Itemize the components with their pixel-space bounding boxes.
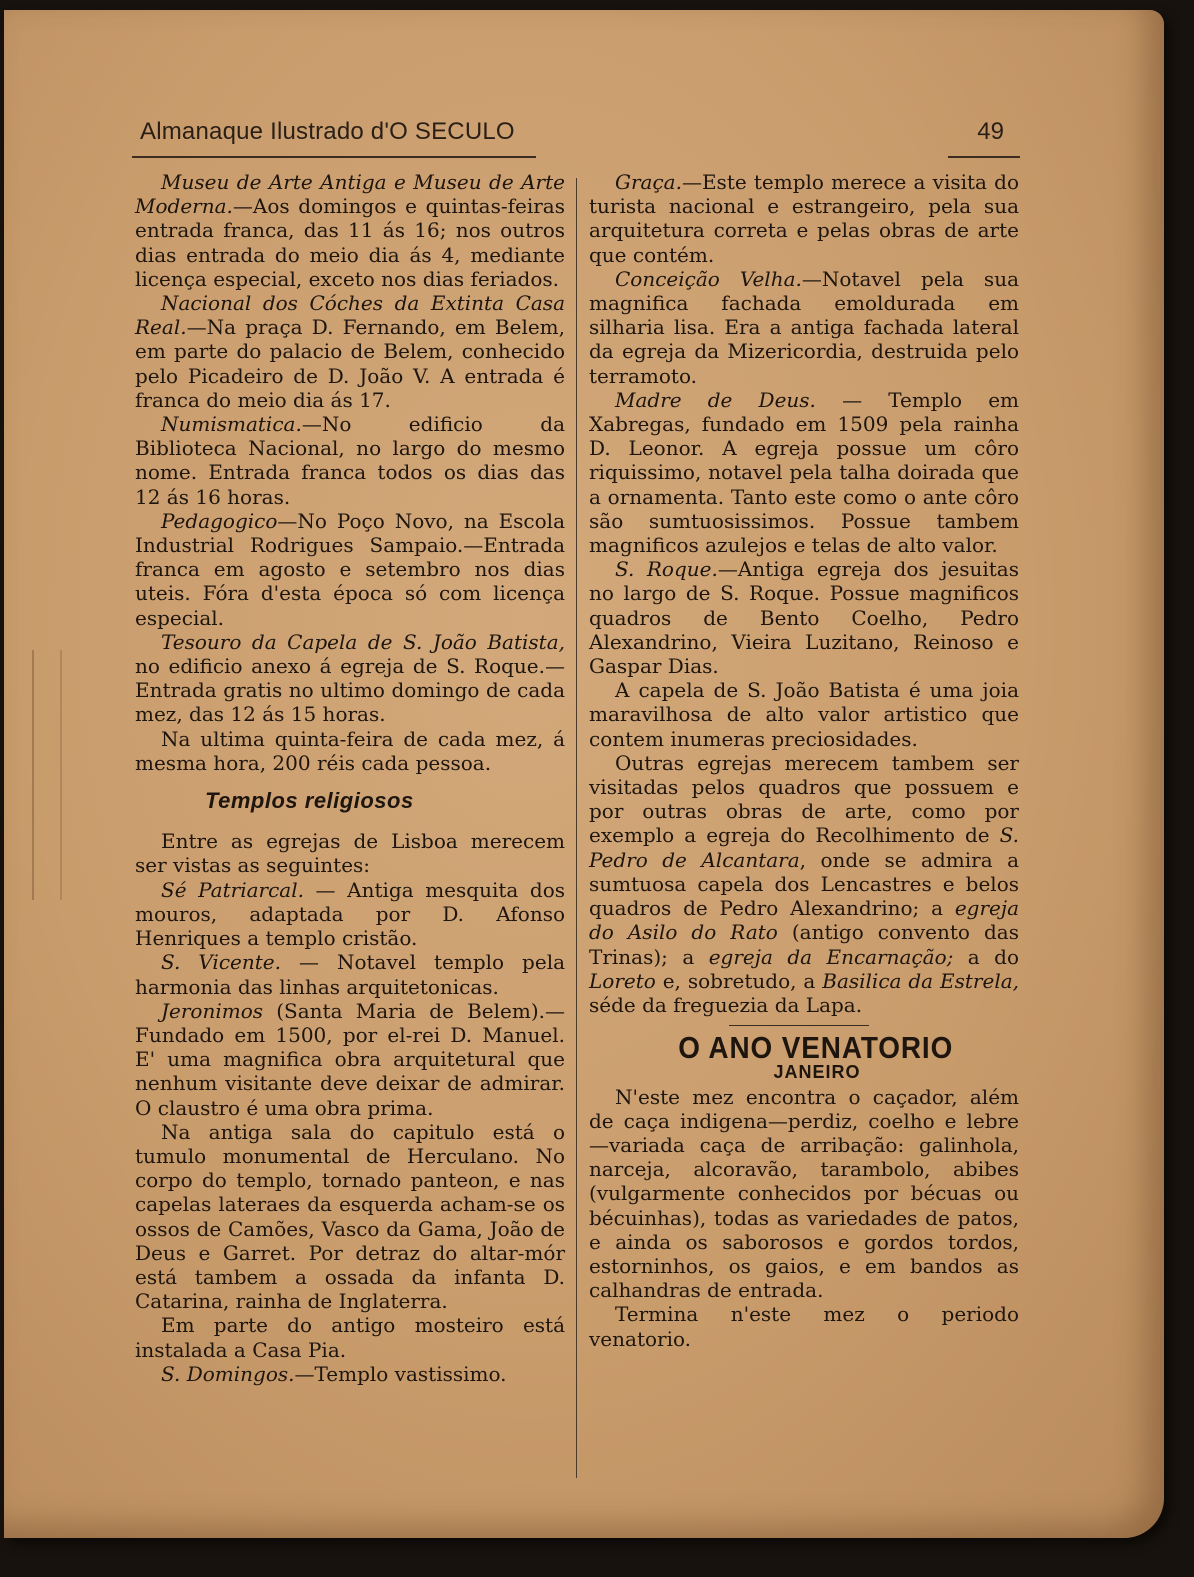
entry-title: Madre de Deus. <box>615 387 816 412</box>
paragraph-text: Outras egrejas merecem tambem ser visitadas pelos quadros que possuem e por outras obras de arte, como por exemplo a egreja do Recolhimento de <box>589 750 1019 848</box>
church-name: egreja da Encarnação; <box>708 944 954 969</box>
entry-text: —Notavel pela sua magnifica fachada emoldurada em silharia lisa. Era a antiga fachada lateral da egreja da Mizericordia, destruida pelo terramoto. <box>589 266 1020 388</box>
header-rule-right <box>948 156 1020 158</box>
page-number: 49 <box>977 118 1004 145</box>
church-name: Basilica da Estrela, <box>822 968 1020 993</box>
entry-text: no edificio anexo á egreja de S. Roque.—Entrada gratis no ultimo domingo de cada mez, das 12 ás 15 horas. <box>135 654 565 727</box>
entry-title: Conceição Velha. <box>615 266 802 291</box>
entry-title: S. Roque. <box>615 557 718 582</box>
column-divider <box>576 178 577 1478</box>
paragraph-text: (antigo convento das Trinas); a <box>589 920 1019 969</box>
entry-text: A capela de S. João Batista é uma joia maravilhosa de alto valor artistico que contem inumeras preciosidades. <box>589 678 1019 751</box>
entry-title: Nacional dos Cóches da Extinta Casa Real. <box>135 291 565 340</box>
binding-marks <box>32 650 62 900</box>
page-header <box>132 118 1020 156</box>
entry <box>135 170 565 291</box>
section-rule <box>729 1025 869 1026</box>
entry-text: —Antiga egreja dos jesuitas no largo de S. Roque. Possue magnificos quadros de Bento Coelho, Pedro Alexandrino, Vieira Luzitano, Reinoso e Gaspar Dias. <box>589 557 1019 679</box>
entry-text: —Aos domingos e quintas-feiras entrada franca, das 11 ás 16; nos outros dias entrada do meio dia ás 4, mediante licença especial, exceto nos dias feriados. <box>135 194 565 291</box>
entry-title: S. Domingos. <box>161 1361 295 1386</box>
entry <box>135 630 565 727</box>
entry <box>589 267 1019 388</box>
paragraph-text: a do <box>953 944 1020 969</box>
entry <box>589 388 1019 557</box>
entry-text: Na antiga sala do capitulo está o tumulo monumental de Herculano. No corpo do templo, tornado panteon, e nas capelas lateraes da esquerda acham-se os ossos de Camões, Vasco da Gama, João de Deus e Garret. Por detraz do altar-mór está tambem a ossada da infanta D. Catarina, rainha de Inglaterra. <box>135 1119 565 1314</box>
entry <box>135 509 565 630</box>
entry-title: Jeronimos <box>161 998 264 1023</box>
entry <box>135 1362 565 1386</box>
entry-text: Na ultima quinta-feira de cada mez, á mesma hora, 200 réis cada pessoa. <box>135 726 565 775</box>
other-churches-paragraph <box>589 751 1019 1017</box>
entry-title: Numismatica. <box>161 412 302 437</box>
entry-text: —Na praça D. Fernando, em Belem, em parte do palacio de Belem, conhecido pelo Picadeiro de D. João V. A entrada é franca do meio dia ás 17. <box>135 315 565 412</box>
paragraph-text: e, sobretudo, a <box>655 968 823 993</box>
church-name: egreja do Asilo do Rato <box>589 896 1019 945</box>
entry-text: —Templo vastissimo. <box>294 1361 507 1386</box>
entry-text: — Notavel templo pela harmonia das linhas arquitetonicas. <box>135 950 566 999</box>
venatorio-paragraph: N'este mez encontra o caçador, além de caça indigena—perdiz, coelho e lebre—variada caça de arribação: galinhola, narceja, alcoravão, tarambolo, abibes (vulgarmente conhecidos por bécuas ou bécuinhas), todas as variedades de patos, e ainda os saborosos e gordos tordos, estorninhos, os gaios, e em bandos as calhandras de entrada. <box>589 1084 1019 1303</box>
entry <box>135 999 565 1120</box>
right-column <box>589 170 1019 1351</box>
entry <box>589 557 1019 678</box>
book-page <box>4 10 1164 1538</box>
entry <box>135 878 565 951</box>
left-column <box>135 170 565 1386</box>
entry <box>135 950 565 998</box>
entry <box>135 1120 565 1314</box>
entry-text: —Este templo merece a visita do turista nacional e estrangeiro, pela sua arquitetura correta e pelas obras de arte que contém. <box>589 170 1019 267</box>
venatorio-subtitle: JANEIRO <box>773 1062 861 1083</box>
entry-text: —No Poço Novo, na Escola Industrial Rodrigues Sampaio.—Entrada franca em agosto e setembro nos dias uteis. Fóra d'esta época só com licença especial. <box>135 508 565 630</box>
entry <box>135 291 565 412</box>
entry-title: Museu de Arte Antiga e Museu de Arte Moderna. <box>135 170 565 219</box>
entry <box>135 727 565 775</box>
church-name: S. Pedro de Alcantara <box>589 823 1019 872</box>
running-title: Almanaque Ilustrado d'O SECULO <box>140 118 515 145</box>
entry <box>135 1313 565 1361</box>
entry-text: — Templo em Xabregas, fundado em 1509 pela rainha D. Leonor. A egreja possue um côro riquissimo, notavel pela talha doirada que a ornamenta. Tanto este como o ante côro são sumtuosissimos. Possue tambem magnificos azulejos e telas de alto valor. <box>589 387 1020 558</box>
section-intro: Entre as egrejas de Lisboa merecem ser vistas as seguintes: <box>135 829 565 878</box>
entry-title: S. Vicente. <box>161 950 281 975</box>
entry-title: Tesouro da Capela de S. João Batista, <box>161 629 565 654</box>
venatorio-title: O ANO VENATORIO <box>678 1030 954 1066</box>
entry-title: Pedagogico <box>161 508 278 533</box>
entry-title: Graça. <box>615 170 682 194</box>
entry <box>589 170 1019 267</box>
entry-text: — Antiga mesquita dos mouros, adaptada por D. Afonso Henriques a templo cristão. <box>135 877 565 951</box>
venatorio-paragraph: Termina n'este mez o periodo venatorio. <box>589 1302 1019 1351</box>
entry <box>135 412 565 509</box>
entry <box>589 678 1019 751</box>
entry-text: Em parte do antigo mosteiro está instalada a Casa Pia. <box>135 1313 565 1362</box>
entry-text: (Santa Maria de Belem).— Fundado em 1500, por el-rei D. Manuel. E' uma magnifica obra arquitetural que nenhum visitante deve deixar de admirar. O claustro é uma obra prima. <box>135 998 565 1120</box>
entry-title: Sé Patriarcal. <box>161 877 304 902</box>
header-rule-left <box>132 156 536 158</box>
paragraph-text: , onde se admira a sumtuosa capela dos Lencastres e belos quadros de Pedro Alexandrino; a <box>589 847 1019 921</box>
entry-text: —No edificio da Biblioteca Nacional, no largo do mesmo nome. Entrada franca todos os dias das 12 ás 16 horas. <box>135 412 565 509</box>
paragraph-text: séde da freguezia da Lapa. <box>589 992 863 1017</box>
church-name: Loreto <box>589 968 656 993</box>
section-heading: Templos religiosos <box>205 788 414 814</box>
